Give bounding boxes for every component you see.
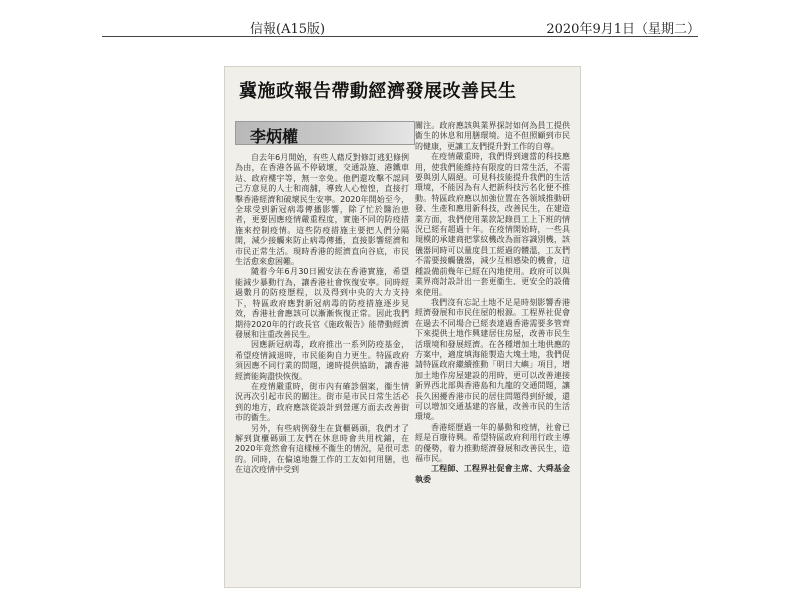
article-paragraph: 隨着今年6月30日國安法在香港實施，希望能減少暴動行為，讓香港社會恢復安寧。同時經過數月的防疫歷程，以及得到中央的大力支持下，特區政府應對新冠病毒的防疫措施逐步見效，香港社會應該可以漸漸恢復正常。因此我們期待2020年的行政長官《施政報告》能帶動經濟發展和注重改善民生。 [235, 267, 409, 339]
article-paragraph: 在疫情嚴重時，我們得到適當的科技應用，使我們能維持有限度的日常生活，不需要與別人隔絕。可見科技能提升我們的生活環境，不能因為有人把新科技污名化便不推動。特區政府應以加強位置在各領域推動研發、生產和應用新科技，改善民生，在建造業方面，我們使用業款記錄員工上下班的情況已經有超過十年。在疫情開始時，一些具規模的承建商把掌紋機改為面容識別機，該儀器同時可以量度員工經過的體溫，工友們不需要接觸儀器，減少互相感染的機會，這種設備前幾年已經在內地使用。政府可以與業界商討設計出一套更衞生、更安全的設備來使用。 [415, 152, 570, 297]
article-paragraph: 在疫情嚴重時，街市內有確診個案，衞生情況再次引起市民的關注。街市是市民日常生活必到的地方，政府應該從設計到營運方面去改善街市的衞生。 [235, 381, 409, 423]
article-headline: 冀施政報告帶動經濟發展改善民生 [239, 81, 517, 102]
byline-box [235, 121, 415, 145]
header-rule [102, 36, 698, 37]
publication-date: 2020年9月1日（星期二） [546, 22, 700, 37]
article-paragraph: 我們沒有忘記土地不足是時刻影響香港經濟發展和市民住屋的根源。工程界社促會在過去不同場合已經表達過香港需要多管齊下來提供土地作興建居住房屋，改善市民生活環境和發展經濟。在各種增加土地供應的方案中，適度填海能製造大塊土地，我們促請特區政府繼續推動「明日大嶼」項目，增加土地作房屋建設的用時，更可以改善連接新界西北部與香港島和九龍的交通問題，讓長久困擾香港市民的居住問題得到紓緩，還可以增加交通基建的容量，改善市民的生活環境。 [415, 297, 570, 422]
article-paragraph: 香港經歷過一年的暴動和疫情，社會已經是百廢待興。希望特區政府利用行政主導的優勢，着力推動經濟發展和改善民生，造福市民。 [415, 422, 570, 463]
author-name: 李炳權 [250, 127, 299, 146]
publication-name: 信報(A15版) [250, 22, 326, 37]
newspaper-clipping [225, 67, 580, 587]
article-paragraph: 自去年6月開始，有些人藉反對修訂逃犯條例為由，在香港各區不停破壞，交通設施、港鐵車站、政府樓宇等，無一幸免。他們還攻擊不認同己方意見的人士和商舖，導致人心惶惶，直接打擊香港經濟和破壞民生安寧。2020年開始至今，全球受到新冠病毒傳播影響，除了忙於醫治患者，更要因應疫情嚴重程度，實施不同的防疫措施來控制疫情。這些防疫措施主要把人們分隔開，減少接觸來防止病毒傳播，直接影響經濟和市民正常生活。現時香港的經濟直向谷底，市民生活愈來愈困難。 [235, 153, 409, 267]
article-paragraph: 關注。政府應該與業界探討如何為員工提供衞生的休息和用膳環境。這不但照顧到市民的健康，更讓工友們提升對工作的自尊。 [415, 121, 570, 151]
article-paragraph: 因應新冠病毒，政府推出一系列防疫基金，希望疫情減退時，市民能夠自力更生。特區政府須因應不同行業的問題，適時提供協助，讓香港經濟能夠盡快恢復。 [235, 340, 409, 381]
article-column-right [415, 121, 570, 581]
article-paragraph: 另外，有些病例發生在貨櫃碼頭，我們才了解到貨櫃碼頭工友們在休息時會共用枕鋪，在2020年竟然會有這樣極不衞生的情況，是很可悲的。同時，在偏遠地盤工作的工友如何用膳，也在這次疫情中受到 [235, 423, 409, 475]
article-column-left [235, 153, 409, 581]
author-signature: 工程師、工程界社促會主席、大舜基金執委 [415, 464, 570, 484]
